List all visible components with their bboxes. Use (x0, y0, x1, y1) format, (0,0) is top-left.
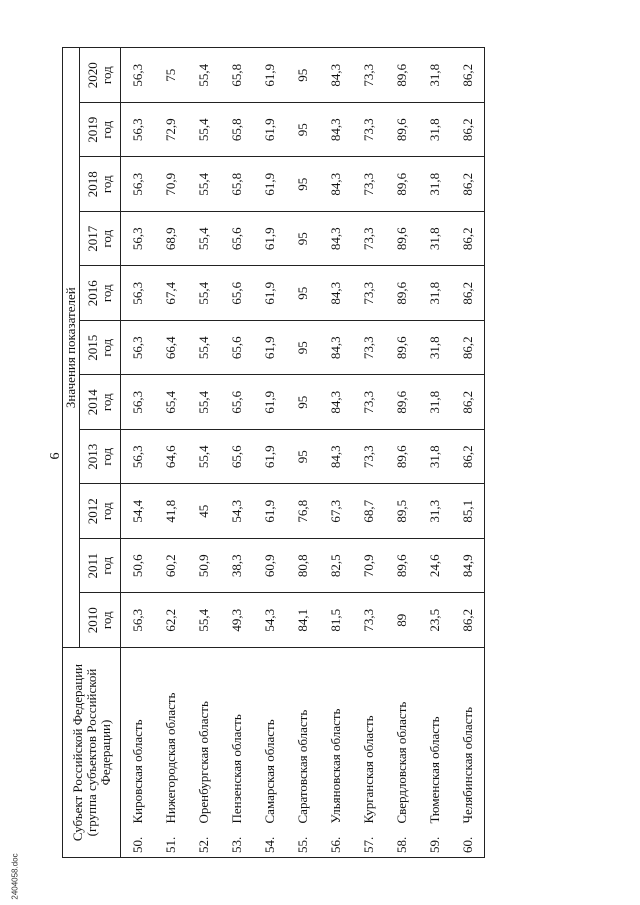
year-header (80, 266, 121, 321)
value-cell: 89,6 (385, 430, 418, 485)
row-number: 52. (187, 828, 220, 858)
value-cell: 56,3 (121, 375, 155, 430)
value-cell: 86,2 (451, 103, 485, 158)
row-number: 50. (121, 828, 155, 858)
year-header (80, 430, 121, 485)
value-cell: 56,3 (121, 157, 155, 212)
value-cell: 38,3 (220, 539, 253, 594)
value-cell: 86,2 (451, 593, 485, 648)
region-name: Кировская область (121, 648, 155, 828)
value-cell: 89,6 (385, 212, 418, 267)
value-cell: 85,1 (451, 484, 485, 539)
year-header (80, 157, 121, 212)
value-cell: 73,3 (352, 321, 385, 376)
value-cell: 73,3 (352, 212, 385, 267)
value-cell: 81,5 (319, 593, 352, 648)
row-number: 60. (451, 828, 485, 858)
region-name: Курганская область (352, 648, 385, 828)
value-cell: 55,4 (187, 375, 220, 430)
region-name: Самарская область (253, 648, 286, 828)
value-cell: 86,2 (451, 375, 485, 430)
values-header: Значения показателей (63, 48, 80, 648)
value-cell: 86,2 (451, 430, 485, 485)
value-cell: 61,9 (253, 212, 286, 267)
value-cell: 54,3 (220, 484, 253, 539)
value-cell: 56,3 (121, 430, 155, 485)
year-value: 2014 (85, 389, 100, 416)
year-unit: год (99, 502, 114, 521)
table-row (220, 48, 253, 858)
value-cell: 54,3 (253, 593, 286, 648)
value-cell: 31,8 (418, 103, 451, 158)
value-cell: 61,9 (253, 375, 286, 430)
year-value: 2012 (85, 498, 100, 525)
year-value: 2015 (85, 334, 100, 361)
value-cell: 67,4 (154, 266, 187, 321)
value-cell: 65,6 (220, 321, 253, 376)
value-cell: 95 (286, 157, 319, 212)
table-row (352, 48, 385, 858)
value-cell: 86,2 (451, 321, 485, 376)
header-row-top (63, 48, 80, 858)
value-cell: 55,4 (187, 321, 220, 376)
year-header (80, 48, 121, 103)
value-cell: 56,3 (121, 103, 155, 158)
value-cell: 31,8 (418, 321, 451, 376)
year-unit: год (99, 229, 114, 248)
page-number: 6 (48, 452, 63, 460)
year-header (80, 484, 121, 539)
value-cell: 89,6 (385, 266, 418, 321)
value-cell: 61,9 (253, 321, 286, 376)
value-cell: 55,4 (187, 103, 220, 158)
value-cell: 55,4 (187, 157, 220, 212)
year-header (80, 539, 121, 594)
value-cell: 41,8 (154, 484, 187, 539)
row-number: 51. (154, 828, 187, 858)
value-cell: 68,9 (154, 212, 187, 267)
year-value: 2011 (85, 552, 100, 579)
table-row (154, 48, 187, 858)
value-cell: 50,9 (187, 539, 220, 594)
indicators-table (62, 47, 485, 858)
year-value: 2016 (85, 280, 100, 307)
value-cell: 84,1 (286, 593, 319, 648)
value-cell: 65,8 (220, 157, 253, 212)
value-cell: 55,4 (187, 430, 220, 485)
value-cell: 66,4 (154, 321, 187, 376)
value-cell: 65,6 (220, 430, 253, 485)
value-cell: 95 (286, 321, 319, 376)
value-cell: 61,9 (253, 484, 286, 539)
value-cell: 84,3 (319, 157, 352, 212)
value-cell: 56,3 (121, 321, 155, 376)
table-row (319, 48, 352, 858)
region-name: Свердловская область (385, 648, 418, 828)
table-row (187, 48, 220, 858)
value-cell: 73,3 (352, 266, 385, 321)
value-cell: 73,3 (352, 103, 385, 158)
value-cell: 65,6 (220, 212, 253, 267)
value-cell: 84,3 (319, 212, 352, 267)
year-unit: год (99, 175, 114, 194)
rotated-table-container (62, 48, 542, 858)
value-cell: 45 (187, 484, 220, 539)
value-cell: 65,8 (220, 48, 253, 103)
value-cell: 95 (286, 212, 319, 267)
year-unit: год (99, 338, 114, 357)
year-value: 2018 (85, 171, 100, 198)
year-header (80, 212, 121, 267)
value-cell: 76,8 (286, 484, 319, 539)
value-cell: 86,2 (451, 212, 485, 267)
value-cell: 65,4 (154, 375, 187, 430)
value-cell: 70,9 (154, 157, 187, 212)
region-name: Пензенская область (220, 648, 253, 828)
year-unit: год (99, 611, 114, 630)
value-cell: 55,4 (187, 212, 220, 267)
region-name: Тюменская область (418, 648, 451, 828)
year-unit: год (99, 447, 114, 466)
value-cell: 65,8 (220, 103, 253, 158)
year-header (80, 321, 121, 376)
value-cell: 89,6 (385, 157, 418, 212)
subject-header: Субъект Российской Федерации (группа субъектов Российской Федерации) (63, 648, 121, 858)
value-cell: 31,8 (418, 266, 451, 321)
value-cell: 84,3 (319, 103, 352, 158)
value-cell: 73,3 (352, 375, 385, 430)
value-cell: 31,8 (418, 157, 451, 212)
value-cell: 84,3 (319, 48, 352, 103)
value-cell: 61,9 (253, 48, 286, 103)
value-cell: 55,4 (187, 266, 220, 321)
value-cell: 86,2 (451, 266, 485, 321)
year-unit: год (99, 556, 114, 575)
value-cell: 84,3 (319, 321, 352, 376)
year-value: 2020 (85, 62, 100, 89)
value-cell: 73,3 (352, 48, 385, 103)
region-name: Оренбургская область (187, 648, 220, 828)
value-cell: 56,3 (121, 266, 155, 321)
document-code: 2404058.doc (10, 853, 20, 900)
row-number: 54. (253, 828, 286, 858)
table-row (121, 48, 155, 858)
value-cell: 24,6 (418, 539, 451, 594)
value-cell: 95 (286, 103, 319, 158)
table-row (418, 48, 451, 858)
year-value: 2013 (85, 443, 100, 470)
year-header (80, 593, 121, 648)
value-cell: 60,9 (253, 539, 286, 594)
value-cell: 70,9 (352, 539, 385, 594)
value-cell: 89,5 (385, 484, 418, 539)
value-cell: 89,6 (385, 48, 418, 103)
region-name: Ульяновская область (319, 648, 352, 828)
year-unit: год (99, 120, 114, 139)
value-cell: 23,5 (418, 593, 451, 648)
year-header (80, 103, 121, 158)
value-cell: 31,8 (418, 375, 451, 430)
year-value: 2017 (85, 225, 100, 252)
value-cell: 31,8 (418, 48, 451, 103)
value-cell: 95 (286, 48, 319, 103)
value-cell: 31,3 (418, 484, 451, 539)
region-name: Саратовская область (286, 648, 319, 828)
year-header (80, 375, 121, 430)
row-number: 58. (385, 828, 418, 858)
value-cell: 89 (385, 593, 418, 648)
value-cell: 72,9 (154, 103, 187, 158)
value-cell: 31,8 (418, 212, 451, 267)
value-cell: 89,6 (385, 375, 418, 430)
value-cell: 84,3 (319, 266, 352, 321)
year-unit: год (99, 284, 114, 303)
value-cell: 68,7 (352, 484, 385, 539)
value-cell: 82,5 (319, 539, 352, 594)
table-row (286, 48, 319, 858)
value-cell: 75 (154, 48, 187, 103)
value-cell: 62,2 (154, 593, 187, 648)
year-value: 2010 (85, 607, 100, 634)
value-cell: 73,3 (352, 430, 385, 485)
value-cell: 67,3 (319, 484, 352, 539)
value-cell: 80,8 (286, 539, 319, 594)
value-cell: 55,4 (187, 593, 220, 648)
value-cell: 73,3 (352, 593, 385, 648)
value-cell: 86,2 (451, 157, 485, 212)
value-cell: 61,9 (253, 103, 286, 158)
value-cell: 95 (286, 375, 319, 430)
row-number: 57. (352, 828, 385, 858)
value-cell: 89,6 (385, 539, 418, 594)
value-cell: 65,6 (220, 375, 253, 430)
value-cell: 56,3 (121, 593, 155, 648)
region-name: Челябинская область (451, 648, 485, 828)
table-row (253, 48, 286, 858)
value-cell: 50,6 (121, 539, 155, 594)
year-value: 2019 (85, 116, 100, 143)
row-number: 59. (418, 828, 451, 858)
table-row (451, 48, 485, 858)
region-name: Нижегородская область (154, 648, 187, 828)
value-cell: 55,4 (187, 48, 220, 103)
year-unit: год (99, 66, 114, 85)
value-cell: 95 (286, 430, 319, 485)
table-body (121, 48, 485, 858)
value-cell: 89,6 (385, 103, 418, 158)
value-cell: 56,3 (121, 212, 155, 267)
row-number: 56. (319, 828, 352, 858)
value-cell: 60,2 (154, 539, 187, 594)
value-cell: 95 (286, 266, 319, 321)
value-cell: 64,6 (154, 430, 187, 485)
value-cell: 56,3 (121, 48, 155, 103)
value-cell: 65,6 (220, 266, 253, 321)
value-cell: 31,8 (418, 430, 451, 485)
value-cell: 54,4 (121, 484, 155, 539)
value-cell: 73,3 (352, 157, 385, 212)
value-cell: 61,9 (253, 266, 286, 321)
table-row (385, 48, 418, 858)
value-cell: 89,6 (385, 321, 418, 376)
value-cell: 84,9 (451, 539, 485, 594)
value-cell: 86,2 (451, 48, 485, 103)
value-cell: 49,3 (220, 593, 253, 648)
value-cell: 61,9 (253, 157, 286, 212)
value-cell: 84,3 (319, 430, 352, 485)
value-cell: 84,3 (319, 375, 352, 430)
value-cell: 61,9 (253, 430, 286, 485)
year-unit: год (99, 393, 114, 412)
row-number: 55. (286, 828, 319, 858)
row-number: 53. (220, 828, 253, 858)
